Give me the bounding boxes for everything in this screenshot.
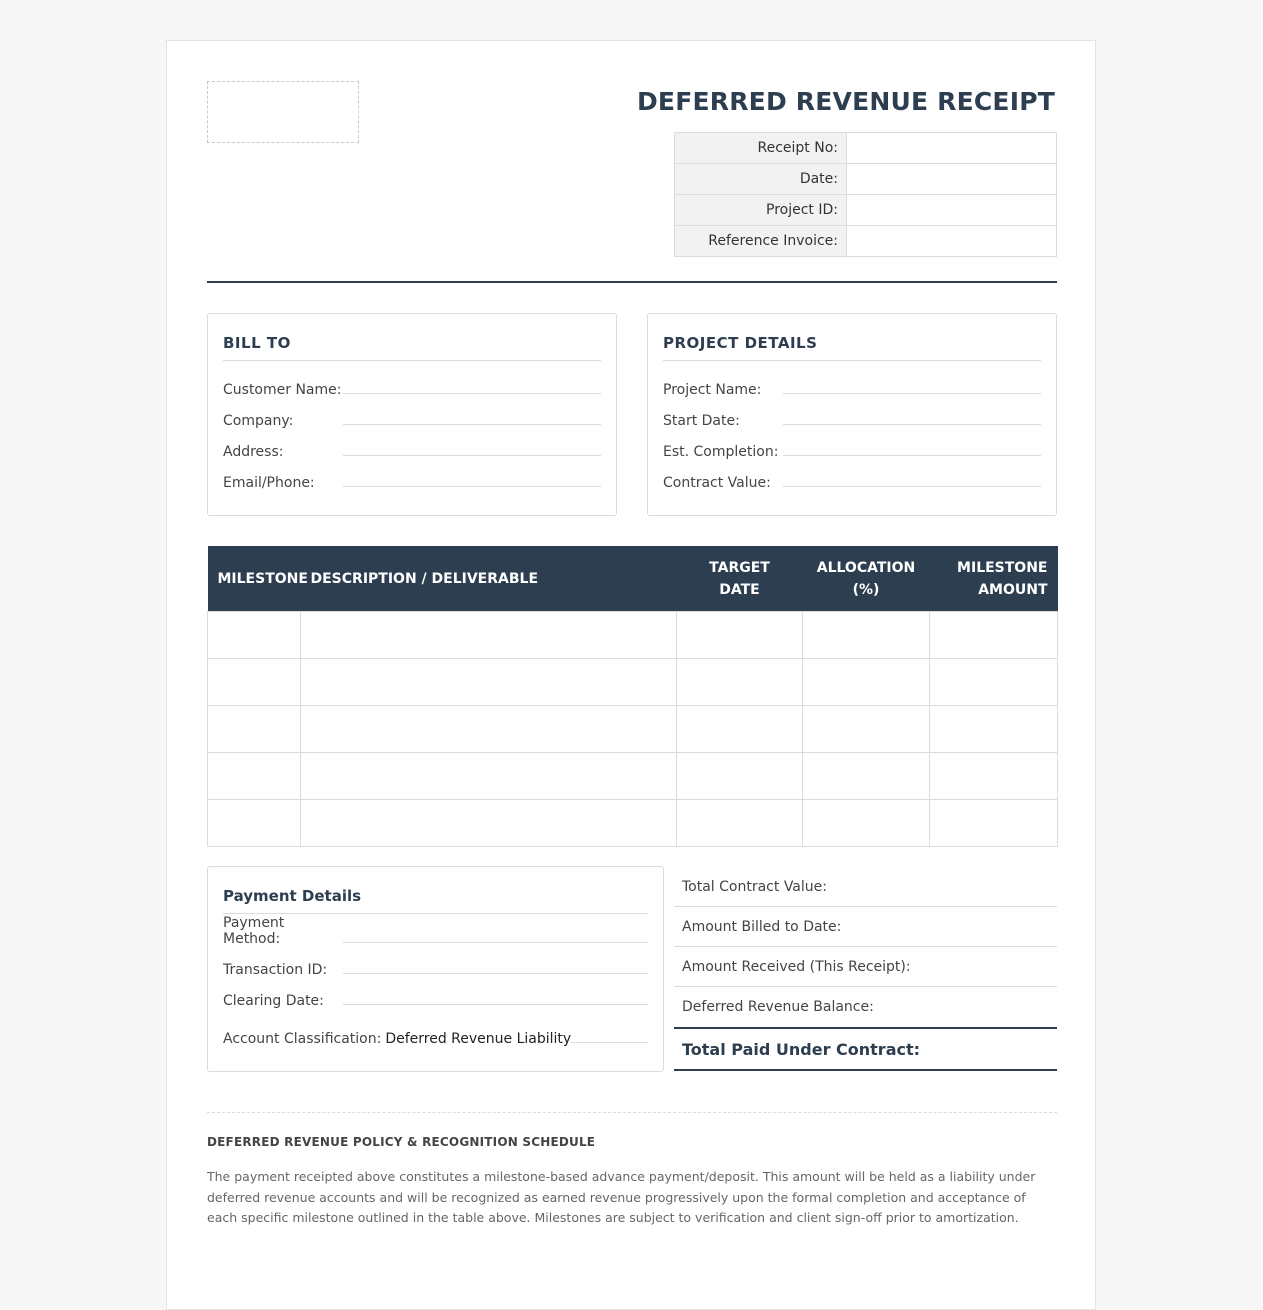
field-label: Payment Method: [223,915,285,947]
reference-invoice-field[interactable] [847,226,1057,257]
meta-row-receipt-no [675,133,1057,164]
classification-value: Deferred Revenue Liability [385,1031,572,1047]
field-label: Project Name: [663,382,762,398]
start-date-row [663,398,1041,429]
policy-title: DEFERRED REVENUE POLICY & RECOGNITION SCHEDULE [207,1135,596,1149]
allocation-cell[interactable] [803,706,930,753]
milestone-cell[interactable] [208,706,301,753]
project-name-row [663,367,1041,398]
amount-cell[interactable] [930,612,1058,659]
payment-method-field[interactable] [343,941,648,943]
meta-row-date [675,164,1057,195]
amount-cell[interactable] [930,659,1058,706]
description-cell[interactable] [301,612,677,659]
table-row [208,706,1058,753]
target-date-cell[interactable] [677,706,803,753]
col-milestone-amount: MILESTONE AMOUNT [930,546,1058,612]
milestone-cell[interactable] [208,753,301,800]
bill-to-title: BILL TO [223,334,601,361]
company-field[interactable] [343,423,601,425]
amount-cell[interactable] [930,800,1058,847]
description-cell[interactable] [301,753,677,800]
bill-to-panel [207,313,617,516]
receipt-page [166,40,1096,1310]
field-label: Transaction ID: [223,962,328,978]
amount-cell[interactable] [930,706,1058,753]
milestone-table [207,546,1058,847]
field-label: Customer Name: [223,382,342,398]
customer-name-row [223,367,601,398]
col-description: DESCRIPTION / DELIVERABLE [301,546,677,612]
allocation-cell[interactable] [803,800,930,847]
receipt-no-field[interactable] [847,133,1057,164]
address-row [223,429,601,460]
email-phone-field[interactable] [343,485,601,487]
field-label: Est. Completion: [663,444,779,460]
col-milestone: MILESTONE [208,546,301,612]
contract-value-row [663,460,1041,491]
col-allocation: ALLOCATION (%) [803,546,930,612]
meta-label: Date: [675,164,847,195]
receipt-meta-table [674,132,1057,257]
totals-summary [674,867,1057,1071]
customer-name-field[interactable] [343,392,601,394]
project-details-panel [647,313,1057,516]
logo-placeholder[interactable] [207,81,359,143]
contract-value-field[interactable] [783,485,1041,487]
account-classification-row [223,1009,648,1047]
meta-label: Receipt No: [675,133,847,164]
description-cell[interactable] [301,800,677,847]
target-date-cell[interactable] [677,659,803,706]
amount-received-row: Amount Received (This Receipt): [674,947,1057,987]
field-label: Start Date: [663,413,740,429]
field-label: Address: [223,444,284,460]
allocation-cell[interactable] [803,753,930,800]
target-date-cell[interactable] [677,800,803,847]
total-paid-row: Total Paid Under Contract: [674,1027,1057,1071]
start-date-field[interactable] [783,423,1041,425]
classification-line [571,1041,648,1043]
milestone-cell[interactable] [208,659,301,706]
policy-text: The payment receipted above constitutes a milestone-based advance payment/deposit. This amount will be held as a liability under deferred revenue accounts and will be recognized as earned revenue progressively upon the formal completion and acceptance of each specific milestone outlined in the table above. Milestones are subject to verification and client sign-off prior to amortization. [207,1169,1036,1225]
meta-row-project-id [675,195,1057,226]
clearing-date-field[interactable] [343,1003,648,1005]
table-row [208,612,1058,659]
project-id-field[interactable] [847,195,1057,226]
est-completion-field[interactable] [783,454,1041,456]
meta-label: Reference Invoice: [675,226,847,257]
field-label: Company: [223,413,294,429]
classification-label: Account Classification: [223,1031,382,1047]
table-row [208,659,1058,706]
allocation-cell[interactable] [803,659,930,706]
meta-label: Project ID: [675,195,847,226]
email-phone-row [223,460,601,491]
table-row [208,753,1058,800]
payment-method-row [223,916,648,947]
description-cell[interactable] [301,706,677,753]
amount-billed-row: Amount Billed to Date: [674,907,1057,947]
transaction-id-field[interactable] [343,972,648,974]
document-title: DEFERRED REVENUE RECEIPT [636,87,1055,116]
deferred-balance-row: Deferred Revenue Balance: [682,999,874,1015]
target-date-cell[interactable] [677,612,803,659]
field-label: Email/Phone: [223,475,315,491]
field-label: Contract Value: [663,475,771,491]
payment-details-title: Payment Details [223,887,648,914]
description-cell[interactable] [301,659,677,706]
milestone-cell[interactable] [208,612,301,659]
allocation-cell[interactable] [803,612,930,659]
table-row [208,800,1058,847]
amount-cell[interactable] [930,753,1058,800]
project-name-field[interactable] [783,392,1041,394]
col-target-date: TARGET DATE [677,546,803,612]
policy-divider [207,1112,1057,1113]
header-divider [207,281,1057,283]
meta-row-reference-invoice [675,226,1057,257]
est-completion-row [663,429,1041,460]
address-field[interactable] [343,454,601,456]
transaction-id-row [223,947,648,978]
date-field[interactable] [847,164,1057,195]
milestone-table-header [208,546,1058,612]
field-label: Clearing Date: [223,993,324,1009]
milestone-cell[interactable] [208,800,301,847]
company-row [223,398,601,429]
total-contract-value-row: Total Contract Value: [674,867,1057,907]
target-date-cell[interactable] [677,753,803,800]
project-details-title: PROJECT DETAILS [663,334,1041,361]
payment-details-panel [207,866,664,1072]
clearing-date-row [223,978,648,1009]
